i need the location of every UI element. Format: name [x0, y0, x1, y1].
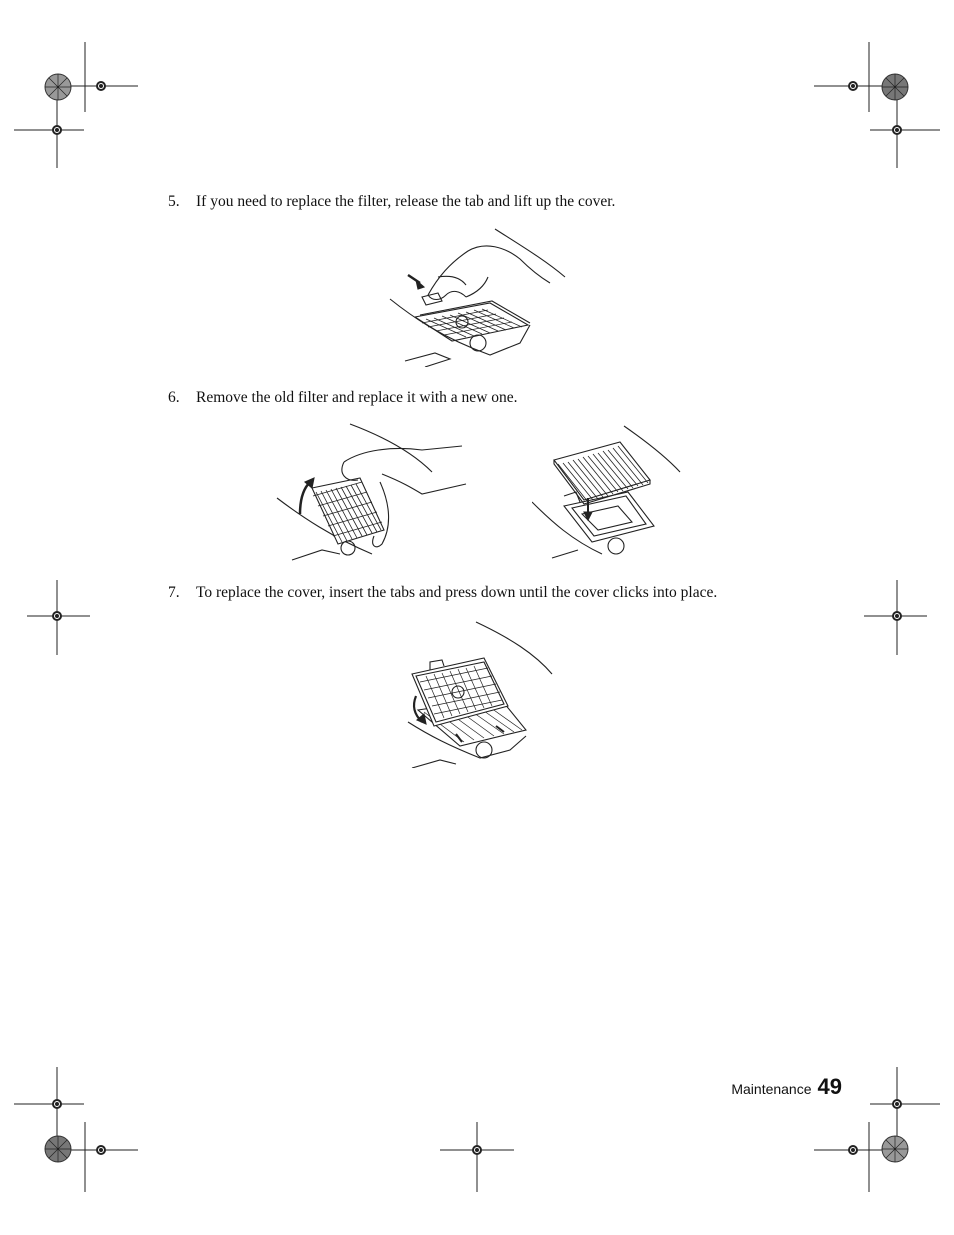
illustration-replace-cover	[400, 618, 560, 768]
page-number: 49	[817, 1074, 842, 1099]
step-6	[168, 388, 518, 408]
step-7	[168, 583, 717, 603]
step-text: To replace the cover, insert the tabs and press down until the cover clicks into place.	[196, 584, 718, 601]
section-name: Maintenance	[731, 1081, 812, 1097]
illustration-remove-old-filter	[272, 422, 472, 562]
step-text: If you need to replace the filter, release the tab and lift up the cover.	[196, 193, 616, 210]
step-number: 6.	[168, 389, 180, 406]
step-number: 5.	[168, 193, 180, 210]
illustration-release-tab-lift-cover	[380, 225, 575, 367]
step-5	[168, 192, 615, 212]
page-footer	[731, 1074, 842, 1100]
step-number: 7.	[168, 584, 180, 601]
step-text: Remove the old filter and replace it with a new one.	[196, 389, 518, 406]
illustration-insert-new-filter	[532, 422, 687, 562]
